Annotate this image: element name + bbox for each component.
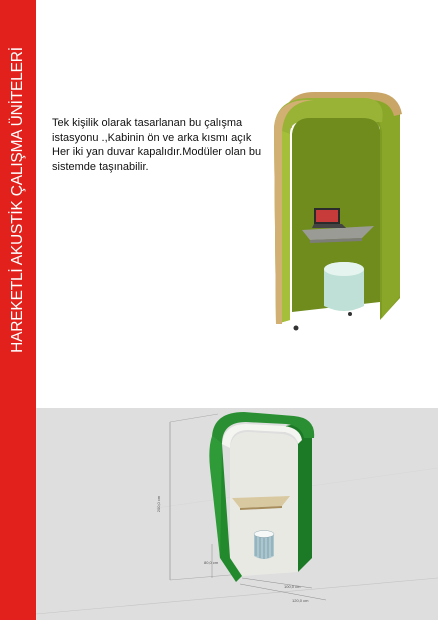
booth-dimension-drawing [36,408,438,620]
description [52,116,272,174]
dimension-drawing-panel [36,408,438,620]
document-title: HAREKETLİ AKUSTİK ÇALIŞMA ÜNİTELERİ [9,47,26,353]
depth-dimension-label: 120,0 cm [292,598,309,603]
height-dimension-label: 200,0 cm [156,495,161,513]
width-dimension-label: 100,0 cm [284,584,301,589]
booth-render-image [262,88,412,338]
description-line: sistemde taşınabilir. [52,160,149,173]
description-line: Her iki yan duvar kapalıdır.Modüler olan bu [52,146,262,158]
description-line: istasyonu .,Kabinin ön ve arka kısmı açık [52,131,252,144]
description-line: Tek kişilik olarak tasarlanan bu çalışma [52,117,243,129]
sidebar-band [0,0,36,620]
seat-height-dimension-label: 80,0 cm [204,560,219,565]
